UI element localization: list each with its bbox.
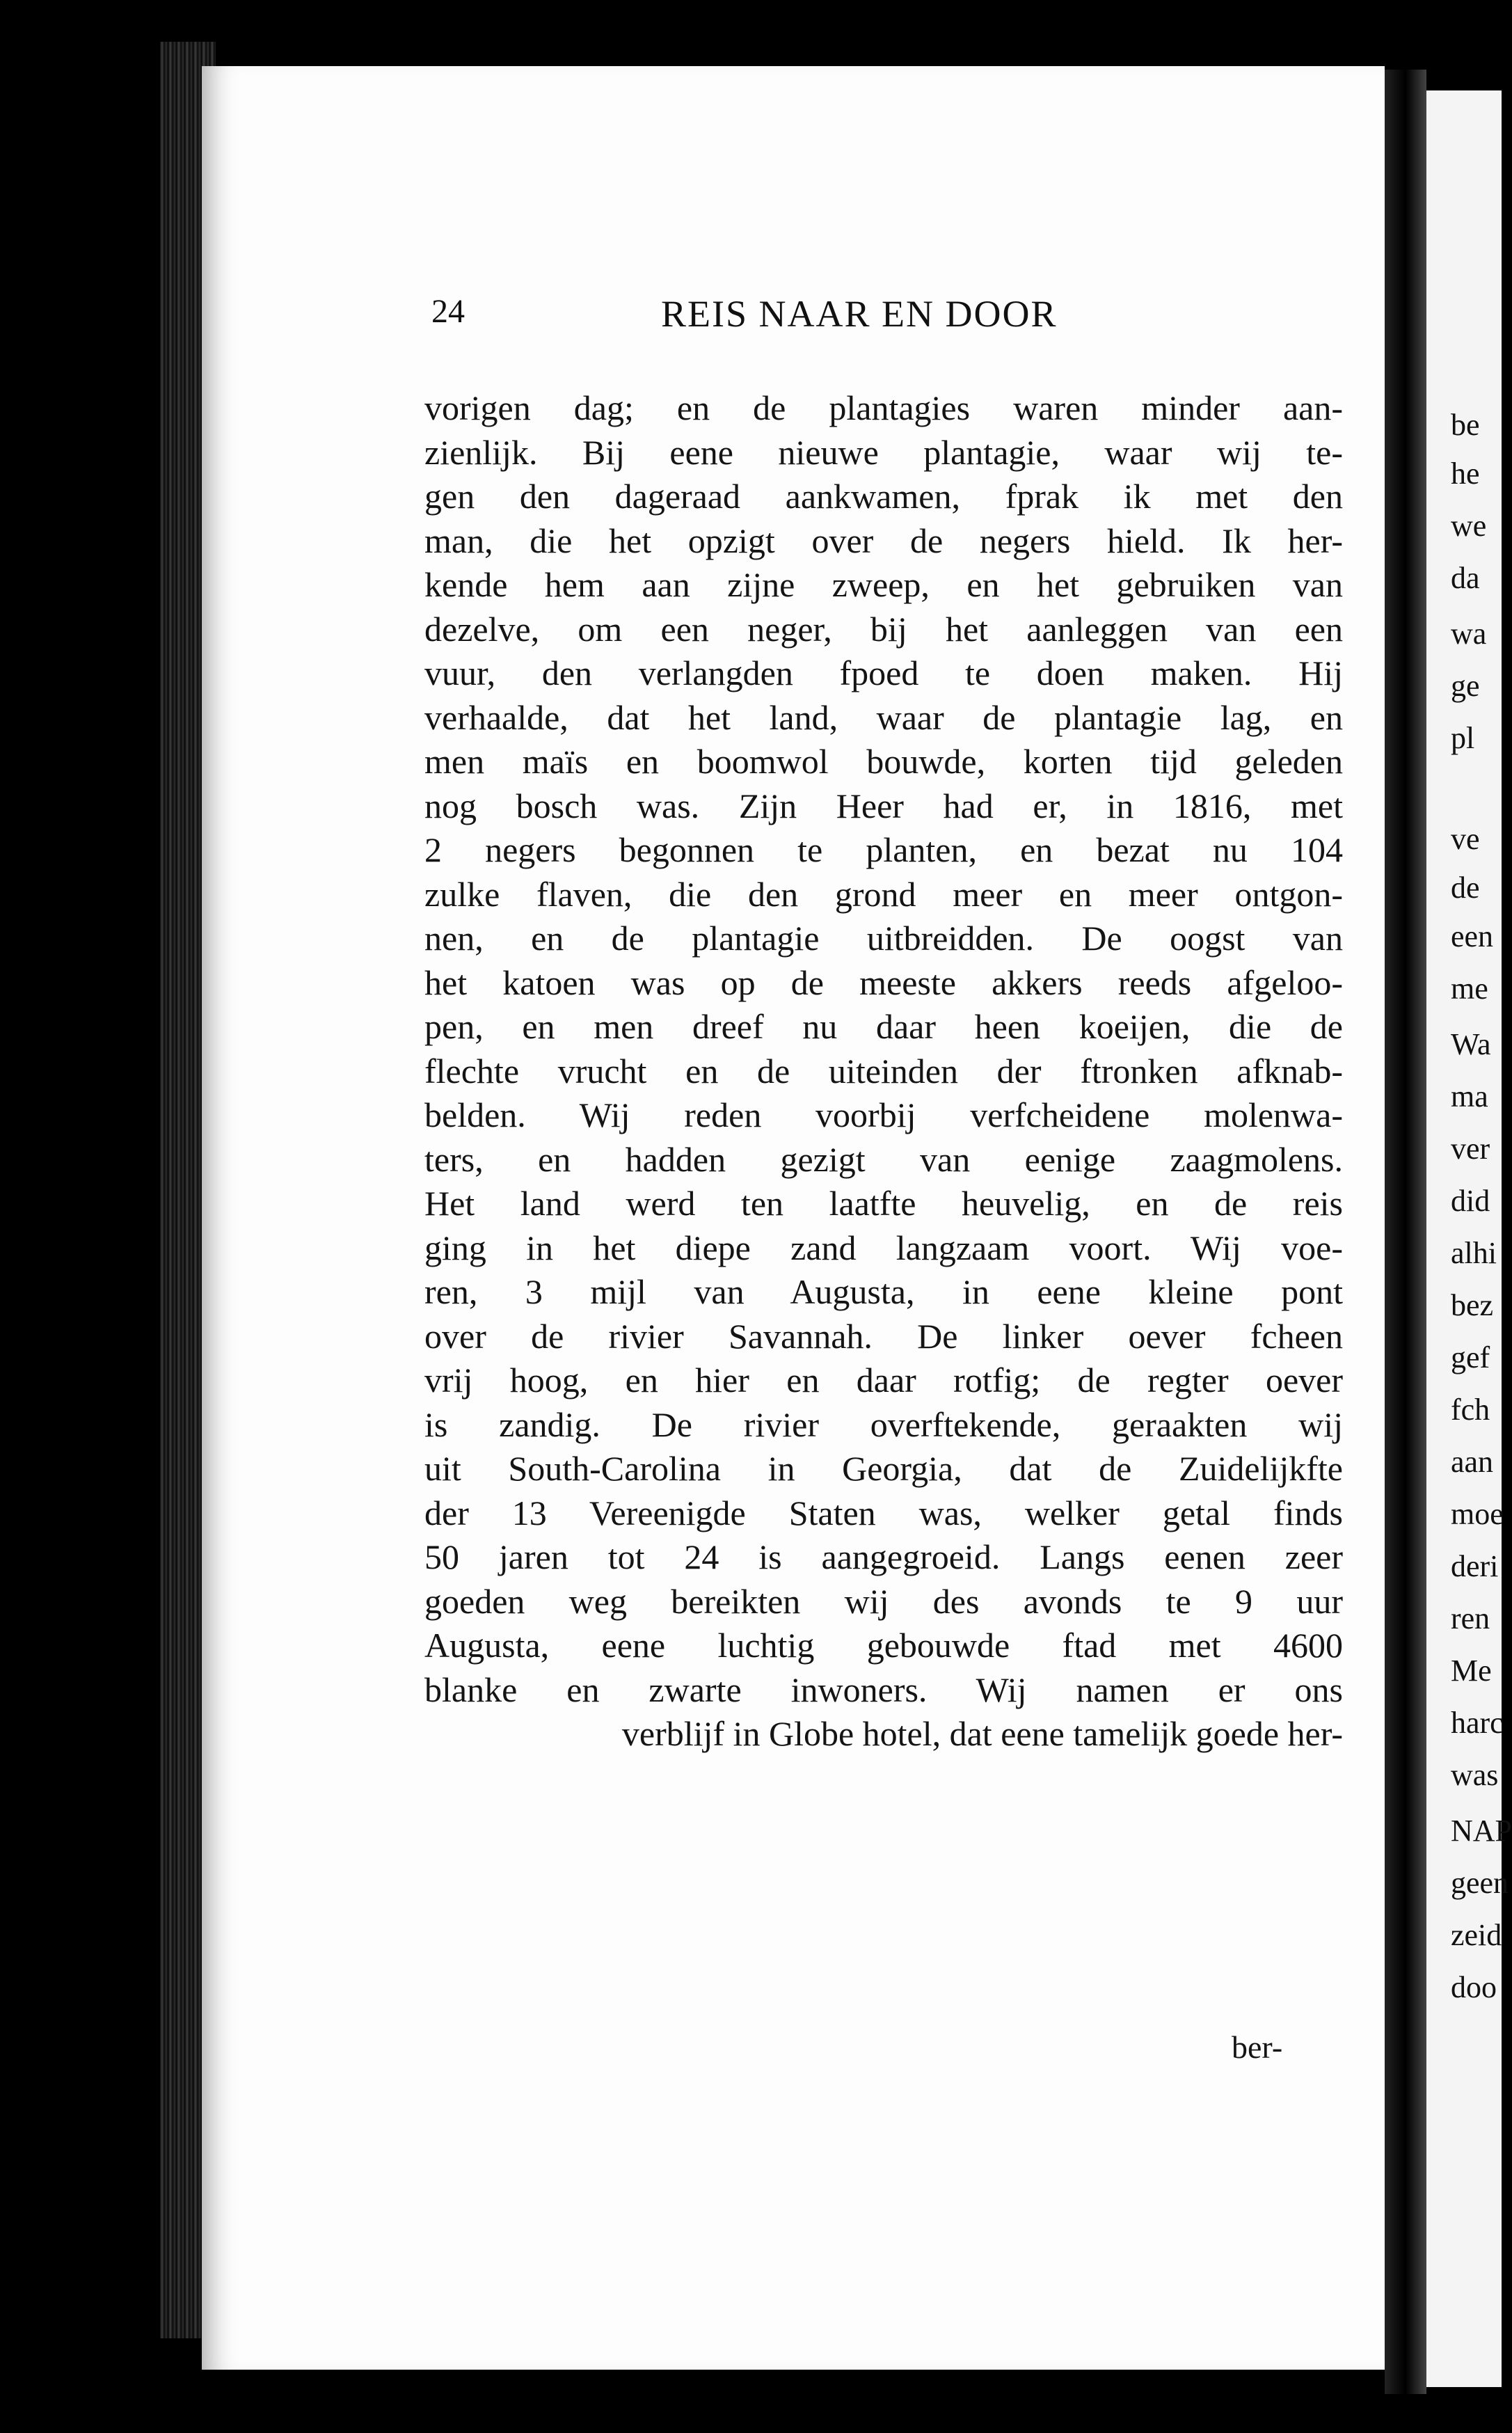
text-line: dezelve, om een neger, bij het aanleggen van een xyxy=(424,609,1343,649)
running-title: REIS NAAR EN DOOR xyxy=(661,293,1058,335)
facing-page-fragment: da xyxy=(1451,561,1480,595)
text-line: pen, en men dreef nu daar heen koeijen, die de xyxy=(424,1007,1343,1046)
text-line: nog bosch was. Zijn Heer had er, in 1816, met xyxy=(424,786,1343,825)
text-line: het katoen was op de meeste akkers reeds afgeloo- xyxy=(424,962,1343,1002)
page-edge xyxy=(1385,70,1426,2394)
facing-page-fragment: een xyxy=(1451,919,1494,953)
text-line: vuur, den verlangden fpoed te doen maken. Hij xyxy=(424,653,1343,692)
text-line: belden. Wij reden voorbij verfcheidene molenwa- xyxy=(424,1095,1343,1134)
facing-page-fragment: doo xyxy=(1451,1970,1497,2004)
text-line: ren, 3 mijl van Augusta, in eene kleine pont xyxy=(424,1272,1343,1311)
text-line: uit South-Carolina in Georgia, dat de Zuidelijkfte xyxy=(424,1449,1343,1488)
facing-page-fragment: fch xyxy=(1451,1393,1490,1427)
facing-page-fragment: ren xyxy=(1451,1601,1490,1635)
text-line: 2 negers begonnen te planten, en bezat nu 104 xyxy=(424,830,1343,869)
catchword: ber- xyxy=(1232,2029,1283,2065)
text-line: Het land werd ten laatfte heuvelig, en de reis xyxy=(424,1184,1343,1223)
facing-page-fragment: gef xyxy=(1451,1340,1490,1374)
text-line: gen den dageraad aankwamen, fprak ik met den xyxy=(424,477,1343,516)
facing-page-fragment: moe xyxy=(1451,1497,1504,1531)
text-line: over de rivier Savannah. De linker oever fcheen xyxy=(424,1316,1343,1356)
facing-page-fragment: bez xyxy=(1451,1288,1494,1322)
text-line: Augusta, eene luchtig gebouwde ftad met 4600 xyxy=(424,1626,1343,1665)
facing-page-fragment: de xyxy=(1451,871,1480,905)
text-line: nen, en de plantagie uitbreidden. De oogst van xyxy=(424,919,1343,958)
text-line: vrij hoog, en hier en daar rotfig; de regter oever xyxy=(424,1361,1343,1400)
facing-page-fragment: be xyxy=(1451,408,1480,442)
page-number: 24 xyxy=(431,293,465,330)
text-line: ging in het diepe zand langzaam voort. Wij voe- xyxy=(424,1228,1343,1267)
facing-page-fragment: harc xyxy=(1451,1706,1504,1740)
text-line: men maïs en boomwol bouwde, korten tijd geleden xyxy=(424,742,1343,781)
facing-page-fragment: me xyxy=(1451,972,1488,1006)
facing-page-fragment: we xyxy=(1451,509,1487,543)
facing-page-fragment: Me xyxy=(1451,1654,1492,1688)
text-line: verblijf in Globe hotel, dat eene tamelijk goede her- xyxy=(621,1714,1343,1753)
text-line: is zandig. De rivier overftekende, geraakten wij xyxy=(424,1404,1343,1444)
facing-page-fragment: Wa xyxy=(1451,1027,1491,1061)
running-head xyxy=(431,292,1336,348)
text-line: man, die het opzigt over de negers hield. Ik her- xyxy=(424,521,1343,560)
text-line: der 13 Vereenigde Staten was, welker getal finds xyxy=(424,1493,1343,1532)
facing-page-fragment: did xyxy=(1451,1184,1490,1218)
facing-page-fragment: geen xyxy=(1451,1866,1509,1900)
text-line: ters, en hadden gezigt van eenige zaagmolens. xyxy=(424,1139,1343,1179)
facing-page-fragment: wa xyxy=(1451,617,1487,651)
facing-page-fragment: was xyxy=(1451,1758,1499,1792)
facing-page-fragment: aan xyxy=(1451,1445,1494,1479)
body-text xyxy=(424,386,1343,1757)
facing-page-fragment: zeid xyxy=(1451,1918,1502,1952)
facing-page-fragment: ge xyxy=(1451,669,1480,703)
text-line: vorigen dag; en de plantagies waren minder aan- xyxy=(424,388,1343,427)
facing-page-fragment: alhi xyxy=(1451,1236,1497,1270)
text-line: zulke flaven, die den grond meer en meer ontgon- xyxy=(424,874,1343,914)
facing-page-fragment: ve xyxy=(1451,822,1480,856)
facing-page-fragment: deri xyxy=(1451,1549,1499,1583)
text-line: zienlijk. Bij eene nieuwe plantagie, waar wij te- xyxy=(424,432,1343,472)
text-line: verhaalde, dat het land, waar de plantagie lag, en xyxy=(424,697,1343,737)
facing-page-fragment: he xyxy=(1451,457,1480,491)
text-line: goeden weg bereikten wij des avonds te 9 uur xyxy=(424,1581,1343,1621)
facing-page-fragment: ma xyxy=(1451,1079,1488,1114)
scan-left-margin xyxy=(0,0,167,2433)
text-line: 50 jaren tot 24 is aangegroeid. Langs eenen zeer xyxy=(424,1537,1343,1576)
text-line: kende hem aan zijne zweep, en het gebruiken van xyxy=(424,565,1343,604)
text-line: blanke en zwarte inwoners. Wij namen er ons xyxy=(424,1670,1343,1709)
text-line: flechte vrucht en de uiteinden der ftronken afknab- xyxy=(424,1051,1343,1091)
facing-page-fragment: NAP xyxy=(1451,1814,1512,1848)
facing-page-fragment: ver xyxy=(1451,1132,1490,1166)
facing-page-fragment: pl xyxy=(1451,721,1475,755)
